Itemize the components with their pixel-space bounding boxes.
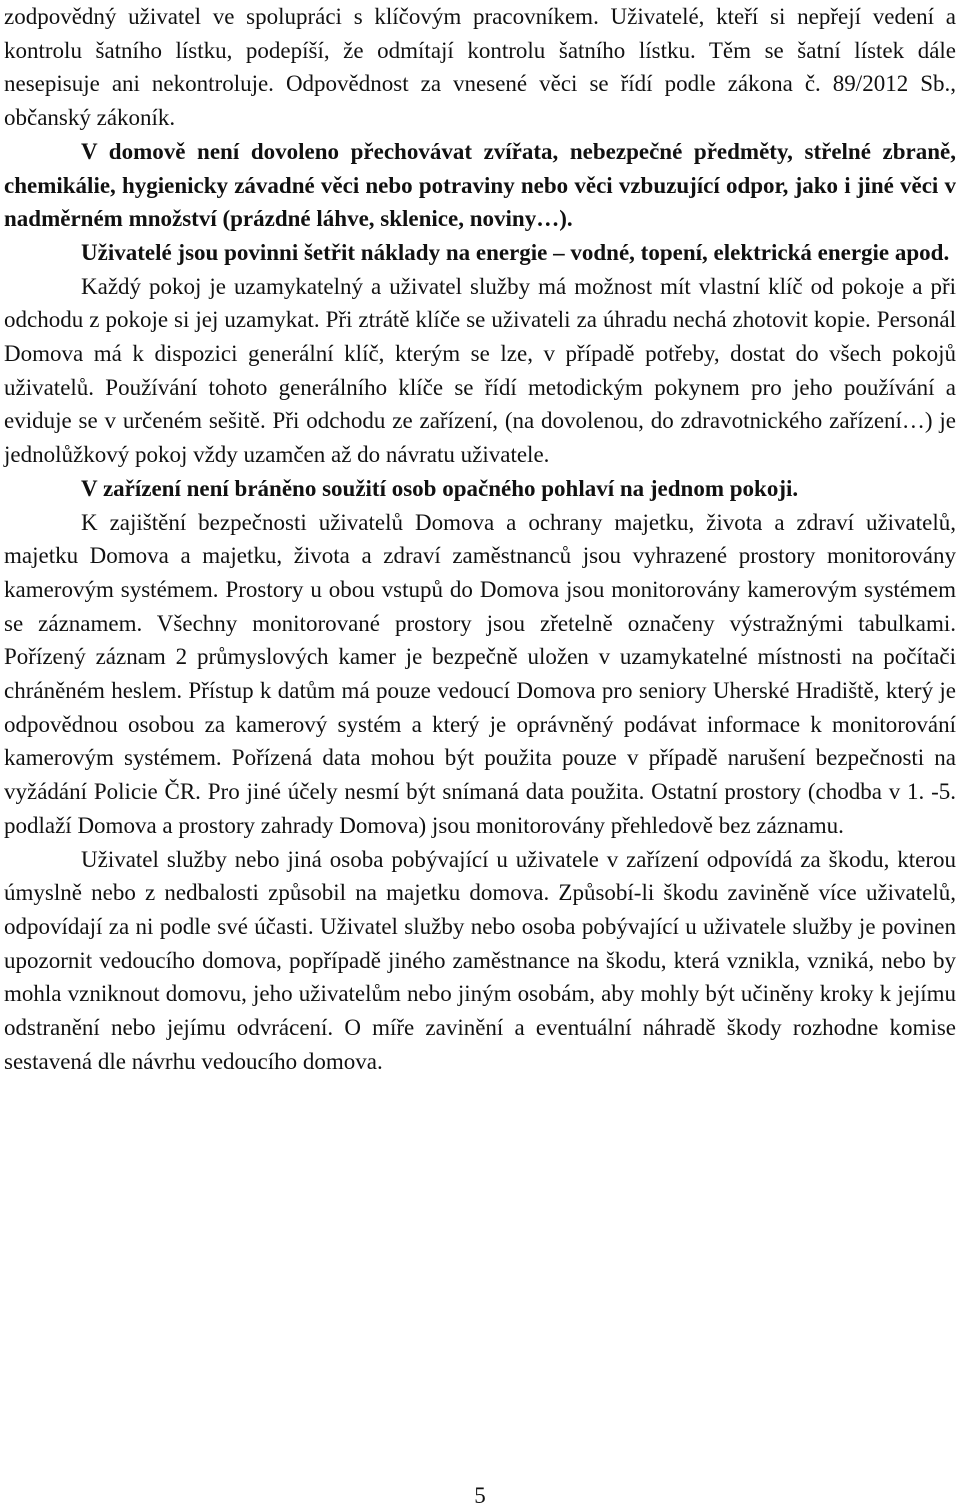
paragraph-damage-liability: Uživatel služby nebo jiná osoba pobývající u uživatele v zařízení odpovídá za škodu, kterou úmyslně nebo z nedbalosti způsobil na majetku domova. Způsobí-li škodu zaviněně více uživatelů, odpovídají za ni podle své účasti. Uživatel služby nebo osoba pobývající u uživatele služby je povinen upozornit vedoucího domova, popřípadě jiného zaměstnance na škodu, která vznikla, vzniká, nebo by mohla vzniknout domovu, jeho uživatelům nebo jiným osobám, aby mohly být učiněny kroky k jejímu odstranění nebo jejímu odvrácení. O míře zavinění a eventuální náhradě škody rozhodne komise sestavená dle návrhu vedoucího domova.: [4, 846, 956, 1074]
paragraph-cloakroom-ticket: zodpovědný uživatel ve spolupráci s klíčovým pracovníkem. Uživatelé, kteří si nepřejí vedení a kontrolu šatního lístku, podepíší, že odmítají kontrolu šatního lístku. Těm se šatní lístek dále nesepisuje ani nekontroluje. Odpovědnost za vnesené věci se řídí podle zákona č. 89/2012 Sb., občanský zákoník.: [4, 4, 956, 131]
paragraph-room-keys: Každý pokoj je uzamykatelný a uživatel služby má možnost mít vlastní klíč od pokoje a při odchodu z pokoje si jej uzamykat. Při ztrátě klíče se uživateli za úhradu nechá zhotovit kopie. Personál Domova má k dispozici generální klíč, kterým se lze, v případě potřeby, dostat do všech pokojů uživatelů. Používání tohoto generálního klíče se řídí metodickým pokynem pro jeho používání a eviduje se v určeném sešitě. Při odchodu ze zařízení, (na dovolenou, do zdravotnického zařízení…) je jednolůžkový pokoj vždy uzamčen až do návratu uživatele.: [4, 273, 956, 468]
page-number: 5: [474, 1483, 486, 1508]
paragraph-camera-system: K zajištění bezpečnosti uživatelů Domova a ochrany majetku, života a zdraví uživatelů, majetku Domova a majetku, života a zdraví zaměstnanců jsou vyhrazené prostory monitorovány kamerovým systémem. Prostory u obou vstupů do Domova jsou monitorovány kamerovým systémem se záznamem. Všechny monitorované prostory jsou zřetelně označeny výstražnými tabulkami. Pořízený záznam 2 průmyslových kamer je bezpečně uložen v uzamykatelné místnosti na počítači chráněném heslem. Přístup k datům má pouze vedoucí Domova pro seniory Uherské Hradiště, který je odpovědnou osobou za kamerový systém a který je oprávněný podávat informace k monitorování kamerovým systémem. Pořízená data mohou být použita pouze v případě narušení bezpečnosti na vyžádání Policie ČR. Pro jiné účely nesmí být snímaná data použita. Ostatní prostory (chodba v 1. -5. podlaží Domova a prostory zahrady Domova) jsou monitorovány přehledově bez záznamu.: [4, 509, 956, 838]
paragraph-cohabitation: V zařízení není bráněno soužití osob opačného pohlaví na jednom pokoji.: [81, 475, 799, 501]
document-page: [4, 0, 956, 1079]
paragraph-prohibited-items: V domově není dovoleno přechovávat zvířata, nebezpečné předměty, střelné zbraně, chemikálie, hygienicky závadné věci nebo potraviny nebo věci vzbuzující odpor, jako i jiné věci v nadměrném množství (prázdné láhve, sklenice, noviny…).: [4, 138, 956, 232]
paragraph-energy-saving: Uživatelé jsou povinni šetřit náklady na energie – vodné, topení, elektrická energie apod.: [81, 239, 950, 265]
